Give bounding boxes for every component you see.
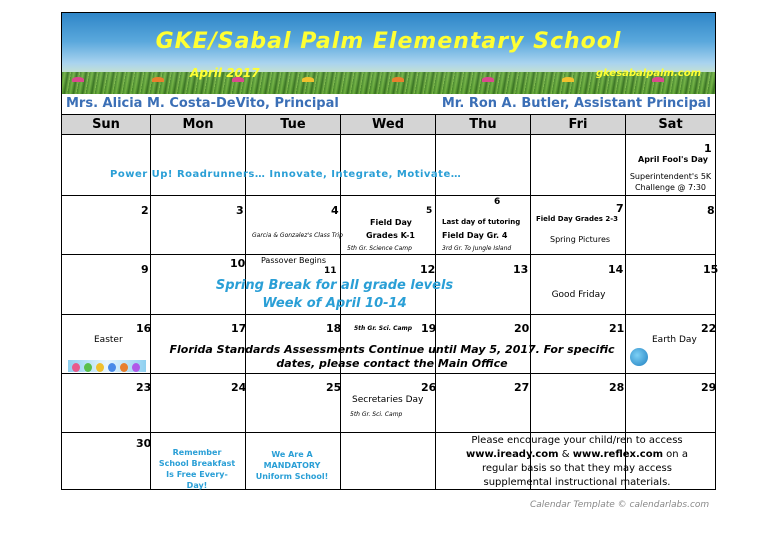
day-number: 27 (514, 381, 530, 394)
weekday-sun: Sun (62, 115, 151, 134)
flower-graphic (302, 77, 314, 82)
reflex-link[interactable]: www.reflex.com (572, 449, 663, 460)
event-jungle-island-trip: 3rd Gr. To Jungle Island (442, 245, 512, 252)
event-last-day-tutoring: Last day of tutoring (442, 218, 521, 226)
grid-line (62, 254, 715, 255)
day-number: 13 (513, 263, 529, 276)
grid-line (340, 135, 341, 490)
day-number: 15 (703, 263, 719, 276)
uniform-note-line1: We Are A (271, 450, 313, 459)
egg-graphic (96, 363, 104, 372)
event-spring-pictures: Spring Pictures (550, 235, 611, 244)
day-number: 20 (514, 322, 530, 335)
power-up-slogan: Power Up! Roadrunners… Innovate, Integrate, Motivate… (110, 169, 462, 180)
day-number: 16 (136, 322, 152, 335)
day-number: 14 (608, 263, 624, 276)
day-number: 5 (426, 206, 433, 216)
breakfast-note-line1: Remember (172, 448, 222, 457)
event-class-trip: Garcia & Gonzalez's Class Trip (252, 232, 343, 239)
grid-line (435, 135, 436, 490)
flower-graphic (482, 77, 494, 82)
egg-graphic (132, 363, 140, 372)
assistant-principal-name: Mr. Ron A. Butler, Assistant Principal (441, 96, 711, 111)
day-number: 11 (324, 266, 337, 276)
day-number: 7 (616, 202, 624, 215)
spring-break-dates: Week of April 10-14 (262, 296, 407, 311)
encourage-line1: Please encourage your child/ren to access (471, 435, 683, 446)
site-label: gkesabalpalm.com (595, 68, 701, 79)
admin-row (62, 94, 715, 115)
grid-line (62, 373, 715, 374)
flower-graphic (392, 77, 404, 82)
event-field-day-23: Field Day Grades 2-3 (536, 215, 619, 223)
day-number: 24 (231, 381, 247, 394)
weekday-header (62, 115, 715, 135)
day-number: 26 (421, 381, 437, 394)
iready-link[interactable]: www.iready.com (466, 449, 559, 460)
encourage-note (442, 434, 712, 490)
month-label: April 2017 (190, 66, 260, 80)
day-number: 9 (141, 263, 149, 276)
encourage-line2 (442, 448, 712, 462)
weekday-sat: Sat (658, 117, 683, 132)
day-number: 12 (420, 263, 436, 276)
day-number: 18 (326, 322, 342, 335)
egg-graphic (120, 363, 128, 372)
day-number: 25 (326, 381, 342, 394)
day-number: 3 (236, 204, 244, 217)
egg-graphic (72, 363, 80, 372)
event-field-day: Field Day (370, 218, 412, 227)
day-number: 4 (331, 204, 339, 217)
template-credit: Calendar Template © calendarlabs.com (530, 500, 710, 510)
principal-name: Mrs. Alicia M. Costa-DeVito, Principal (66, 96, 339, 111)
school-title: GKE/Sabal Palm Elementary School (155, 29, 622, 54)
event-sci-camp: 5th Gr. Sci. Camp (354, 325, 413, 332)
event-passover: Passover Begins (260, 256, 327, 265)
event-secretaries-day: Secretaries Day (352, 395, 424, 405)
spring-break-title: Spring Break for all grade levels (215, 278, 454, 293)
grid-line (62, 195, 715, 196)
day-number: 19 (421, 322, 437, 335)
day-number: 29 (701, 381, 717, 394)
fsa-notice-line2: dates, please contact the Main Office (276, 357, 508, 370)
day-number: 28 (609, 381, 625, 394)
earth-icon (630, 348, 648, 366)
event-science-camp: 5th Gr. Science Camp (347, 245, 412, 252)
uniform-note-line3: Uniform School! (255, 472, 329, 481)
flower-graphic (562, 77, 574, 82)
egg-graphic (108, 363, 116, 372)
weekday-mon: Mon (151, 115, 246, 134)
banner (62, 13, 715, 94)
day-number: 1 (704, 142, 712, 155)
calendar (61, 12, 719, 490)
flower-graphic (152, 77, 164, 82)
day-number: 2 (141, 204, 149, 217)
event-earth-day: Earth Day (652, 335, 697, 345)
grid-line (62, 432, 715, 433)
event-superintendent: Superintendent's 5K (629, 172, 712, 181)
flower-graphic (72, 77, 84, 82)
fsa-notice-line1: Florida Standards Assessments Continue until May 5, 2017. For specific (169, 343, 615, 356)
event-sci-camp: 5th Gr. Sci. Camp (350, 411, 403, 418)
day-number: 10 (230, 257, 246, 270)
easter-eggs-graphic (68, 360, 146, 372)
breakfast-note-line2: School Breakfast (158, 459, 236, 468)
uniform-note-line2: MANDATORY (263, 461, 321, 470)
weekday-thu: Thu (436, 115, 531, 134)
day-number: 30 (136, 437, 152, 450)
event-field-day-gr4: Field Day Gr. 4 (442, 231, 508, 240)
encourage-amp: & (558, 449, 573, 460)
day-number: 8 (707, 204, 715, 217)
breakfast-note (157, 447, 237, 491)
day-number: 21 (609, 322, 625, 335)
day-number: 17 (231, 322, 247, 335)
event-grades-k1: Grades K-1 (366, 231, 415, 240)
day-number: 22 (701, 322, 717, 335)
encourage-on: on a (663, 449, 688, 460)
weekday-wed: Wed (341, 115, 436, 134)
grid-line (62, 314, 715, 315)
breakfast-note-line3: Is Free Every-Day! (166, 470, 228, 490)
grid-line (245, 135, 246, 490)
encourage-line4: supplemental instructional materials. (483, 477, 671, 488)
weekday-fri: Fri (531, 115, 626, 134)
event-easter: Easter (94, 335, 123, 345)
uniform-note (252, 449, 332, 482)
day-number: 6 (494, 197, 501, 207)
event-good-friday: Good Friday (551, 290, 606, 300)
event-april-fools: April Fool's Day (638, 155, 709, 164)
event-superintendent-time: Challenge @ 7:30 (634, 183, 707, 192)
egg-graphic (84, 363, 92, 372)
encourage-line3: regular basis so that they may access (482, 463, 672, 474)
day-number: 23 (136, 381, 152, 394)
weekday-tue: Tue (246, 115, 341, 134)
